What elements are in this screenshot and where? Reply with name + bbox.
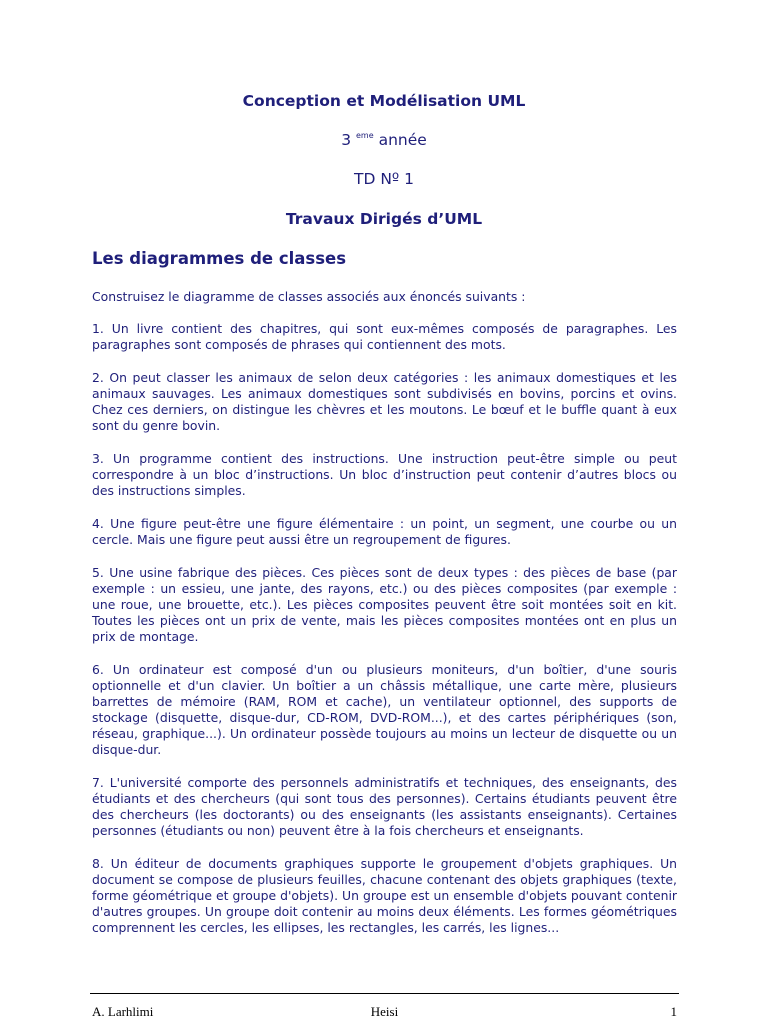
- td-number: TD Nº 1: [353, 170, 415, 188]
- exercise-list: [92, 289, 677, 953]
- document-subtitle: Travaux Dirigés d’UML: [285, 210, 483, 228]
- exercise-paragraph: 1. Un livre contient des chapitres, qui sont eux-mêmes composés de paragraphes. Les paragraphes sont composés de phrases qui contiennent des mots.: [92, 321, 677, 352]
- footer-divider: [90, 993, 679, 994]
- exercise-paragraph: 8. Un éditeur de documents graphiques supporte le groupement d'objets graphiques. Un document se compose de plusieurs feuilles, chacune contenant des objets graphiques (texte, forme géométrique et groupe d'objets). Un groupe est un ensemble d'objets pouvant contenir d'autres groupes. Un groupe doit contenir au moins deux éléments. Les formes géométriques comprennent les cercles, les ellipses, les rectangles, les carrés, les lignes...: [92, 856, 677, 935]
- exercise-paragraph: 4. Une figure peut-être une figure élémentaire : un point, un segment, une courbe ou un cercle. Mais une figure peut aussi être un regroupement de figures.: [92, 516, 677, 547]
- exercise-paragraph: 7. L'université comporte des personnels administratifs et techniques, des enseignants, des étudiants et des chercheurs (qui sont tous des personnes). Certains étudiants peuvent être des chercheurs (les doctorants) ou des enseignants (les assistants enseignants). Certaines personnes (étudiants ou non) peuvent être à la fois chercheurs et enseignants.: [92, 775, 677, 838]
- year-superscript: eme: [356, 131, 374, 140]
- year-line: [0, 131, 768, 149]
- intro-paragraph: Construisez le diagramme de classes associés aux énoncés suivants :: [92, 289, 526, 304]
- exercise-paragraph: 6. Un ordinateur est composé d'un ou plusieurs moniteurs, d'un boîtier, d'une souris optionnelle et d'un clavier. Un boîtier a un châssis métallique, une carte mère, plusieurs barrettes de mémoire (RAM, ROM et cache), un ventilateur optionnel, des supports de stockage (disquette, disque-dur, CD-ROM, DVD-ROM...), et des cartes périphériques (son, réseau, graphique...). Un ordinateur possède toujours au moins un lecteur de disquette ou un disque-dur.: [92, 662, 677, 757]
- document-title: Conception et Modélisation UML: [242, 92, 526, 110]
- exercise-paragraph: 5. Une usine fabrique des pièces. Ces pièces sont de deux types : des pièces de base (par exemple : un essieu, une jante, des rayons, etc.) ou des pièces composites (par exemple : une roue, une brouette, etc.). Les pièces composites peuvent être soit montées soit en kit. Toutes les pièces ont un prix de vente, mais les pièces composites montées ont en plus un prix de montage.: [92, 565, 677, 644]
- footer-author: A. Larhlimi: [92, 1004, 154, 1019]
- exercise-paragraph: 2. On peut classer les animaux de selon deux catégories : les animaux domestiques et les animaux sauvages. Les animaux domestiques sont subdivisés en bovins, porcins et ovins. Chez ces derniers, on distingue les chèvres et les moutons. Le bœuf et le buffle quant à eux sont du genre bovin.: [92, 370, 677, 433]
- exercise-paragraph: 3. Un programme contient des instructions. Une instruction peut-être simple ou peut correspondre à un bloc d’instructions. Un bloc d’instruction peut contenir d’autres blocs ou des instructions simples.: [92, 451, 677, 498]
- footer-center-text: Heisi: [370, 1004, 399, 1019]
- section-title: Les diagrammes de classes: [92, 249, 347, 268]
- year-word: année: [378, 131, 427, 149]
- footer-page-number: 1: [670, 1004, 677, 1019]
- year-number: 3: [341, 131, 352, 149]
